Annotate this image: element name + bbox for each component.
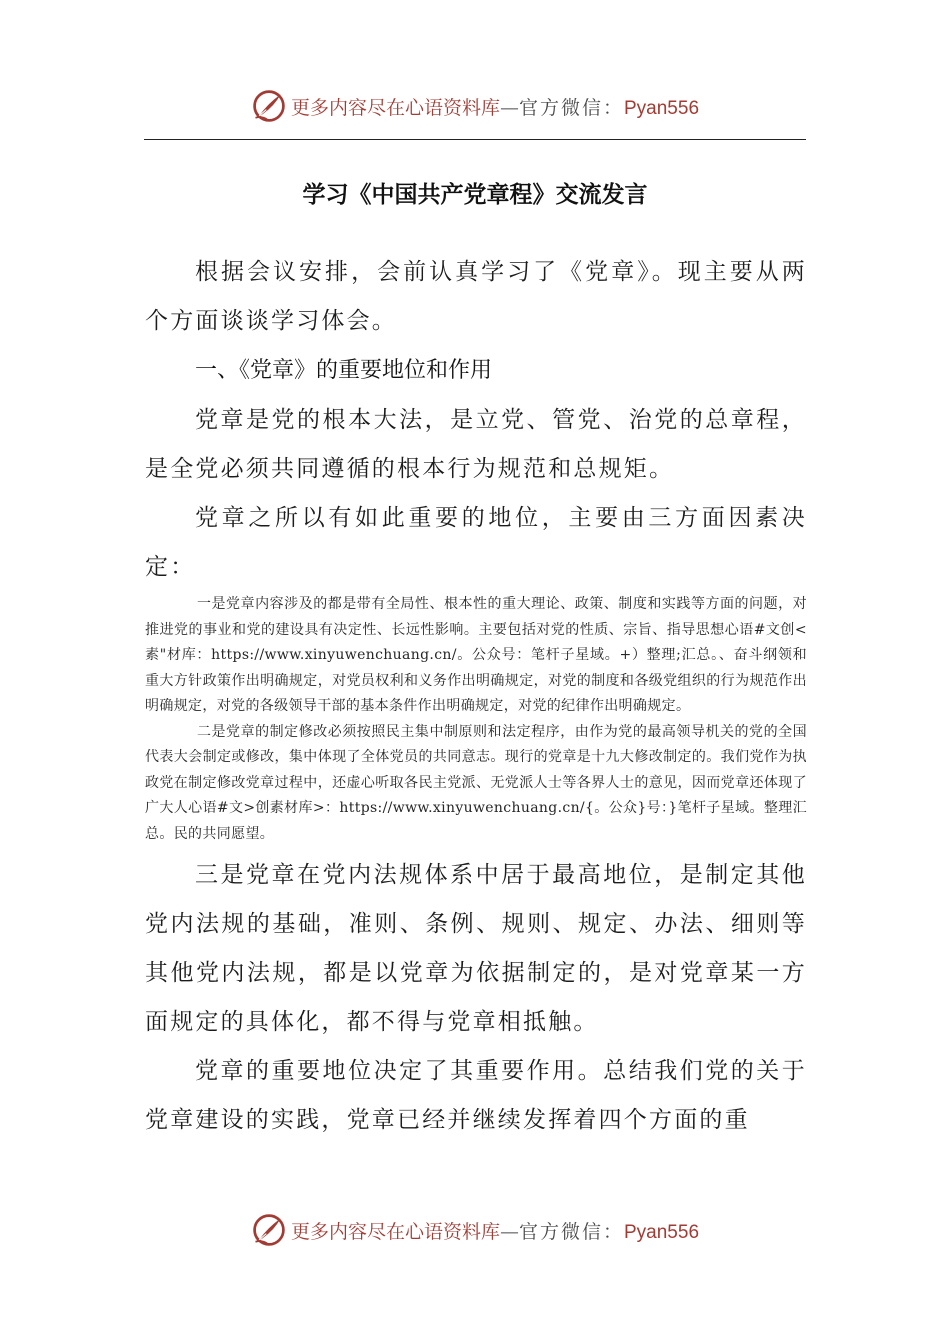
quill-pen-circle-icon: [251, 88, 287, 124]
paragraph-intro: 根据会议安排，会前认真学习了《党章》。现主要从两个方面谈谈学习体会。: [145, 259, 807, 334]
section-heading-1: 一、《党章》的重要地位和作用: [195, 358, 493, 383]
paragraph-importance: 党章的重要地位决定了其重要作用。总结我们党的关于党章建设的实践，党章已经并继续发挥着四个方面的重: [145, 1058, 807, 1133]
paragraph-factor-2: 二是党章的制定修改必须按照民主集中制原则和法定程序，由作为党的最高领导机关的党的全国代表大会制定或修改，集中体现了全体党员的共同意志。现行的党章是十九大修改制定的。我们党作为执政党在制定修改党章过程中，还虚心听取各民主党派、无党派人士等各界人士的意见，因而党章还体现了广大人心语#文>创素材库>：https://www.xinyuwenchuang.cn/{。公众}号：}笔杆子星域。整理汇总。民的共同愿望。: [145, 723, 807, 842]
paragraph-factor-3: 三是党章在党内法规体系中居于最高地位，是制定其他党内法规的基础，准则、条例、规则、规定、办法、细则等其他党内法规，都是以党章为依据制定的，是对党章某一方面规定的具体化，都不得与党章相抵触。: [145, 862, 807, 1035]
paragraph-factor-1: 一是党章内容涉及的都是带有全局性、根本性的重大理论、政策、制度和实践等方面的问题，对推进党的事业和党的建设具有决定性、长远性影响。主要包括对党的性质、宗旨、指导思想心语#文创<素"材库：https://www.xinyuwenchuang.cn/。公众号：笔杆子星域。+）整理;汇总。、奋斗纲领和重大方针政策作出明确规定，对党员权利和义务作出明确规定，对党的制度和各级党组织的行为规范作出明确规定，对党的各级领导干部的基本条件作出明确规定，对党的纪律作出明确规定。: [145, 596, 807, 714]
document-body: [145, 248, 807, 1145]
page-title: 学习《中国共产党章程》交流发言: [302, 182, 648, 208]
header-divider: [144, 139, 806, 140]
header-banner: [0, 86, 950, 126]
paragraph-factors-intro: 党章之所以有如此重要的地位，主要由三方面因素决定：: [145, 505, 807, 580]
small-print-block: [145, 592, 807, 847]
quill-pen-circle-icon: [251, 1212, 287, 1248]
footer-banner: [0, 1210, 950, 1250]
banner-text: 更多内容尽在心语资料库—官方微信：Pyan556: [290, 96, 700, 119]
banner-text: 更多内容尽在心语资料库—官方微信：Pyan556: [290, 1220, 700, 1243]
paragraph-definition: 党章是党的根本大法，是立党、管党、治党的总章程，是全党必须共同遵循的根本行为规范和总规矩。: [145, 407, 807, 482]
